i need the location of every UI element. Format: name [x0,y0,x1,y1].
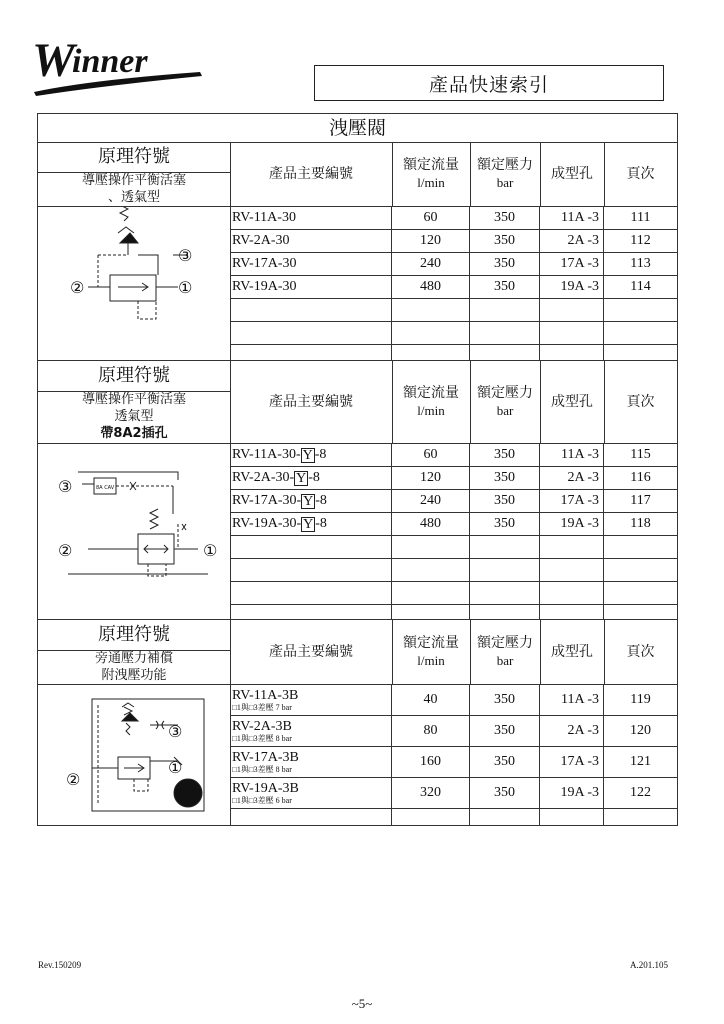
cavity-cell: 2A -3 [540,716,604,746]
pressure-cell: 350 [470,444,540,466]
col-model: 產品主要編號 [230,142,393,206]
cavity-cell: 11A -3 [540,207,604,229]
cavity-cell: 2A -3 [540,230,604,252]
empty-row [230,536,677,559]
col-page: 頁次 [626,394,655,410]
col-flow: 額定流量 l/min [392,142,471,206]
table-row [230,778,677,809]
col-cavity: 成型孔 [540,361,605,443]
page-cell: 122 [630,785,651,800]
model-cell: RV-2A-30 [230,230,392,252]
col-model: 產品主要編號 [230,620,393,684]
col-page: 頁次 [626,644,655,660]
hydraulic-symbol [38,685,231,826]
pressure-cell: 350 [470,685,540,715]
table-row [230,230,677,253]
flow-cell: 480 [392,276,470,298]
table-row [230,276,677,299]
flow-cell: 120 [392,230,470,252]
section-header [38,142,677,207]
model-cell: RV-17A-3B □1與□3差壓 8 bar [230,747,392,777]
flow-cell: 80 [392,716,470,746]
model-cell: RV-11A-3B □1與□3差壓 7 bar [230,685,392,715]
page-number: ~5~ [351,996,373,1011]
model-cell: RV-19A-3B □1與□3差壓 6 bar [230,778,392,808]
port-3-label: ③ [168,722,183,741]
index-table [37,113,678,826]
flow-cell: 480 [392,513,470,535]
empty-row [230,322,677,345]
winner-logo [30,30,210,100]
cavity-cell: 19A -3 [540,778,604,808]
page-cell: 114 [630,279,651,294]
port-1-label: ① [168,758,183,777]
flow-cell: 120 [392,467,470,489]
cavity-cell: 17A -3 [540,253,604,275]
page-cell: 116 [630,470,651,485]
revision-label: Rev.150209 [38,960,82,970]
col-flow: 額定流量 l/min [392,620,471,684]
flow-cell: 320 [392,778,470,808]
cavity-cell: 19A -3 [540,513,604,535]
symbol-title: 原理符號 [38,620,231,651]
winner-logo-graphic [30,30,210,100]
pressure-cell: 350 [470,276,540,298]
empty-row [230,809,677,826]
symbol-desc [38,391,231,443]
pressure-cell: 350 [470,207,540,229]
empty-row [230,559,677,582]
pressure-cell: 350 [470,716,540,746]
empty-row [230,345,677,361]
desc-line: 導壓操作平衡活塞 [81,173,186,188]
model-cell: RV-19A-30 [230,276,392,298]
col-pressure: 額定壓力 bar [470,142,541,206]
flow-cell: 240 [392,253,470,275]
cavity-cell: 17A -3 [540,747,604,777]
col-model: 產品主要編號 [230,361,393,443]
flow-cell: 60 [392,207,470,229]
cavity-cell: 17A -3 [540,490,604,512]
desc-line: 旁通壓力補償 [94,651,173,666]
col-pressure: 額定壓力 bar [470,620,541,684]
desc-line: 帶8A2插孔 [100,426,168,441]
page-cell: 113 [630,256,651,271]
pressure-cell: 350 [470,230,540,252]
table-row [230,490,677,513]
col-page: 頁次 [626,166,655,182]
empty-row [230,299,677,322]
page-cell: 121 [630,754,651,769]
cavity-cell: 19A -3 [540,276,604,298]
page-cell: 118 [630,516,651,531]
port-1-label: ① [178,278,193,297]
port-3-label: ③ [58,477,73,496]
flow-cell: 40 [392,685,470,715]
relief-valve-symbol-icon [38,207,230,360]
model-cell: RV-17A-30- Y -8 [230,490,392,512]
table-row [230,467,677,490]
table-row [230,253,677,276]
symbol-title: 原理符號 [38,142,231,173]
table-row [230,747,677,778]
model-cell: RV-11A-30 [230,207,392,229]
section-2 [38,360,677,619]
pressure-cell: 350 [470,253,540,275]
col-flow: 額定流量 l/min [392,361,471,443]
col-cavity: 成型孔 [540,620,605,684]
model-cell: RV-2A-3B □1與□3差壓 8 bar [230,716,392,746]
col-cavity: 成型孔 [540,142,605,206]
page-header-title: 產品快速索引 [314,65,664,101]
pressure-cell: 350 [470,778,540,808]
section-header [38,361,677,444]
cavity-cell: 11A -3 [540,444,604,466]
port-2-label: ② [58,541,73,560]
page-cell: 117 [630,493,651,508]
section-title: 洩壓閥 [38,114,677,143]
pressure-cell: 350 [470,747,540,777]
table-row [230,685,677,716]
model-cell: RV-2A-30- Y -8 [230,467,392,489]
port-1-label: ① [203,541,218,560]
page-cell: 115 [630,447,651,462]
page-cell: 120 [630,723,651,738]
pressure-cell: 350 [470,467,540,489]
svg-text:W: W [32,34,75,87]
relief-valve-8a-symbol-icon [38,444,230,619]
document-code: A.201.105 [630,960,668,970]
table-row [230,444,677,467]
empty-row [230,582,677,605]
model-cell: RV-19A-30- Y -8 [230,513,392,535]
desc-line: 、透氣型 [107,190,160,205]
symbol-title: 原理符號 [38,361,231,392]
section-1 [38,142,677,360]
model-cell: RV-11A-30- Y -8 [230,444,392,466]
desc-line: 透氣型 [114,409,154,424]
bypass-compensator-symbol-icon [38,685,230,826]
port-3-label: ③ [178,246,193,265]
page-cell: 111 [630,210,651,225]
flow-cell: 160 [392,747,470,777]
hydraulic-symbol [38,444,231,619]
table-row [230,207,677,230]
table-row [230,513,677,536]
symbol-desc [38,172,231,206]
section-3 [38,619,677,826]
desc-line: 導壓操作平衡活塞 [81,392,186,407]
flow-cell: 60 [392,444,470,466]
cavity-label: 8A CAV [96,485,115,491]
pressure-cell: 350 [470,490,540,512]
model-cell: RV-17A-30 [230,253,392,275]
cavity-cell: 11A -3 [540,685,604,715]
hydraulic-symbol [38,207,231,360]
port-2-label: ② [70,278,85,297]
desc-line: 附洩壓功能 [101,668,167,683]
cavity-cell: 2A -3 [540,467,604,489]
flow-cell: 240 [392,490,470,512]
page-cell: 112 [630,233,651,248]
empty-row [230,605,677,620]
section-header [38,620,677,685]
port-2-label: ② [66,770,81,789]
col-pressure: 額定壓力 bar [470,361,541,443]
svg-text:inner: inner [72,43,148,80]
symbol-desc [38,650,231,684]
pressure-cell: 350 [470,513,540,535]
page-cell: 119 [630,692,651,707]
table-row [230,716,677,747]
